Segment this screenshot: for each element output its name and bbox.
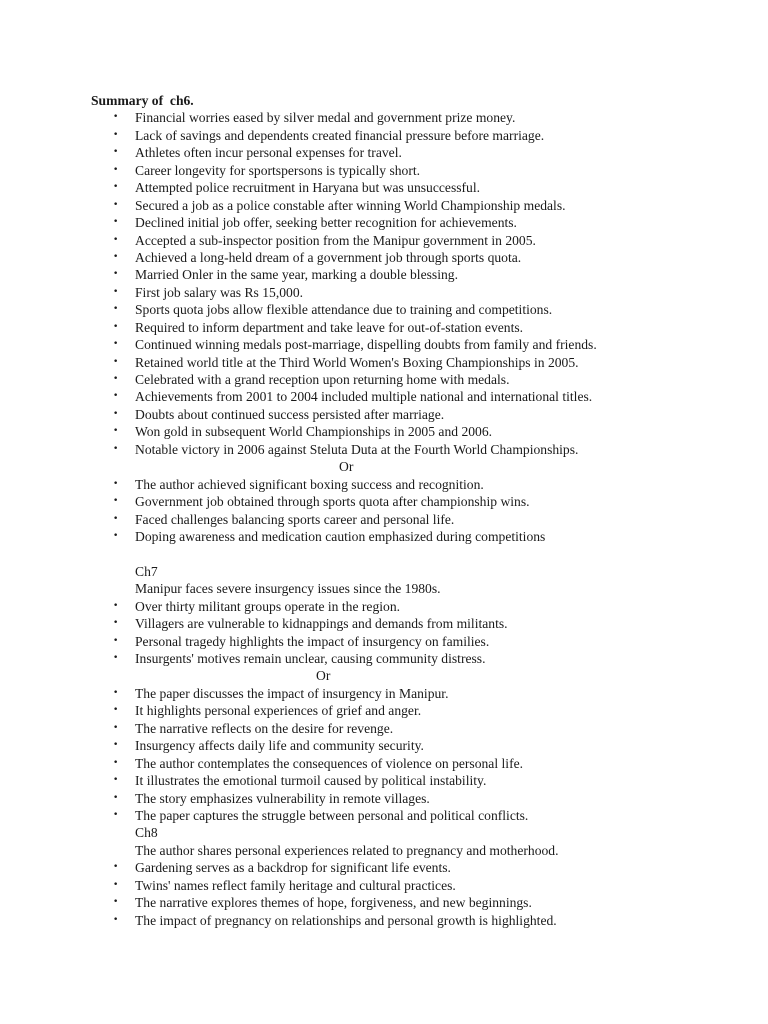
list-item-text: The paper discusses the impact of insurgency in Manipur. (135, 685, 449, 701)
bullet-marker: • (113, 182, 119, 193)
list-item-text: Notable victory in 2006 against Steluta Duta at the Fourth World Championships. (135, 441, 579, 457)
list-item-text: Lack of savings and dependents created financial pressure before marriage. (135, 127, 545, 143)
list-item (0, 894, 768, 911)
bullet-marker: • (113, 112, 119, 123)
list-item (0, 476, 768, 493)
bullet-marker: • (113, 129, 119, 140)
bullet-marker: • (113, 217, 119, 228)
list-item-text: Doubts about continued success persisted after marriage. (135, 406, 445, 422)
bullet-marker: • (113, 757, 119, 768)
list-item-text: First job salary was Rs 15,000. (135, 284, 304, 300)
bullet-marker: • (113, 496, 119, 507)
list-item (0, 371, 768, 388)
bullet-marker: • (113, 705, 119, 716)
bullet-marker: • (113, 234, 119, 245)
or-label: Or (316, 668, 331, 684)
list-item-text: The author contemplates the consequences of violence on personal life. (135, 755, 524, 771)
list-item (0, 859, 768, 876)
bullet-marker: • (113, 286, 119, 297)
list-item-text: Declined initial job offer, seeking better recognition for achievements. (135, 215, 517, 231)
list-item (0, 232, 768, 249)
list-item (0, 755, 768, 772)
chapter-intro (0, 580, 768, 597)
bullet-marker: • (113, 600, 119, 611)
document-title: Summary of ch6. (91, 93, 194, 108)
list-item (0, 388, 768, 405)
paragraph-gap (0, 545, 768, 562)
list-item-text: The impact of pregnancy on relationships and personal growth is highlighted. (135, 912, 557, 928)
list-item (0, 702, 768, 719)
list-item (0, 685, 768, 702)
list-item (0, 406, 768, 423)
bullet-marker: • (113, 635, 119, 646)
chapter-heading-text: Ch8 (135, 825, 158, 841)
list-item (0, 301, 768, 318)
bullet-marker: • (113, 426, 119, 437)
list-item-text: The narrative reflects on the desire for revenge. (135, 720, 394, 736)
list-item-text: Accepted a sub-inspector position from the Manipur government in 2005. (135, 232, 536, 248)
list-item (0, 615, 768, 632)
chapter-intro-text: The author shares personal experiences related to pregnancy and motherhood. (135, 842, 559, 858)
list-item (0, 511, 768, 528)
list-item (0, 127, 768, 144)
list-item-text: Athletes often incur personal expenses for travel. (135, 145, 402, 161)
list-item (0, 790, 768, 807)
or-separator (0, 667, 768, 684)
list-item-text: Won gold in subsequent World Championships in 2005 and 2006. (135, 424, 493, 440)
list-item (0, 266, 768, 283)
list-item (0, 877, 768, 894)
list-item (0, 423, 768, 440)
list-item (0, 720, 768, 737)
list-item-text: It illustrates the emotional turmoil caused by political instability. (135, 773, 487, 789)
or-label: Or (339, 459, 354, 475)
list-item (0, 109, 768, 126)
bullet-marker: • (113, 687, 119, 698)
chapter-heading-text: Ch7 (135, 563, 158, 579)
list-item-text: Continued winning medals post-marriage, dispelling doubts from family and friends. (135, 337, 597, 353)
bullet-marker: • (113, 914, 119, 925)
bullet-marker: • (113, 897, 119, 908)
list-item-text: It highlights personal experiences of grief and anger. (135, 703, 422, 719)
list-item-text: Villagers are vulnerable to kidnappings and demands from militants. (135, 616, 508, 632)
list-item-text: Insurgency affects daily life and community security. (135, 738, 424, 754)
chapter-intro (0, 842, 768, 859)
chapter-intro-text: Manipur faces severe insurgency issues since the 1980s. (135, 581, 441, 597)
list-item-text: Doping awareness and medication caution emphasized during competitions (135, 528, 546, 544)
bullet-marker: • (113, 792, 119, 803)
list-item (0, 319, 768, 336)
or-separator (0, 458, 768, 475)
list-item-text: Required to inform department and take leave for out-of-station events. (135, 319, 524, 335)
list-item-text: Faced challenges balancing sports career and personal life. (135, 511, 455, 527)
bullet-marker: • (113, 775, 119, 786)
list-item-text: Career longevity for sportspersons is typically short. (135, 162, 421, 178)
list-item (0, 633, 768, 650)
bullet-marker: • (113, 513, 119, 524)
list-item-text: Achieved a long-held dream of a government job through sports quota. (135, 249, 522, 265)
list-item (0, 772, 768, 789)
list-item (0, 598, 768, 615)
list-item (0, 912, 768, 929)
list-item-text: Gardening serves as a backdrop for significant life events. (135, 860, 451, 876)
bullet-marker: • (113, 879, 119, 890)
list-item-text: Financial worries eased by silver medal and government prize money. (135, 110, 516, 126)
list-item-text: Sports quota jobs allow flexible attendance due to training and competitions. (135, 302, 553, 318)
list-item (0, 807, 768, 824)
bullet-marker: • (113, 321, 119, 332)
list-item-text: Government job obtained through sports quota after championship wins. (135, 494, 530, 510)
list-item-text: The narrative explores themes of hope, forgiveness, and new beginnings. (135, 895, 532, 911)
list-item-text: Twins' names reflect family heritage and cultural practices. (135, 877, 456, 893)
list-item (0, 284, 768, 301)
list-item (0, 179, 768, 196)
bullet-marker: • (113, 304, 119, 315)
list-item-text: The author achieved significant boxing success and recognition. (135, 476, 484, 492)
list-item-text: The paper captures the struggle between personal and political conflicts. (135, 807, 529, 823)
list-item (0, 197, 768, 214)
list-item (0, 354, 768, 371)
list-item (0, 336, 768, 353)
bullet-marker: • (113, 809, 119, 820)
list-item (0, 650, 768, 667)
bullet-marker: • (113, 199, 119, 210)
bullet-marker: • (113, 478, 119, 489)
bullet-marker: • (113, 356, 119, 367)
bullet-marker: • (113, 722, 119, 733)
list-item-text: Married Onler in the same year, marking a double blessing. (135, 267, 458, 283)
bullet-marker: • (113, 740, 119, 751)
list-item-text: Retained world title at the Third World Women's Boxing Championships in 2005. (135, 354, 579, 370)
list-item-text: Secured a job as a police constable after winning World Championship medals. (135, 197, 566, 213)
list-item-text: Insurgents' motives remain unclear, causing community distress. (135, 651, 486, 666)
bullet-marker: • (113, 443, 119, 454)
bullet-marker: • (113, 164, 119, 175)
list-item-text: Attempted police recruitment in Haryana but was unsuccessful. (135, 180, 481, 196)
bullet-marker: • (113, 269, 119, 280)
bullet-marker: • (113, 653, 119, 663)
list-item (0, 493, 768, 510)
list-item-text: Celebrated with a grand reception upon returning home with medals. (135, 372, 510, 387)
bullet-marker: • (113, 147, 119, 158)
list-item (0, 214, 768, 231)
list-item-text: Over thirty militant groups operate in the region. (135, 598, 401, 614)
bullet-marker: • (113, 530, 119, 541)
list-item (0, 737, 768, 754)
bullet-marker: • (113, 862, 119, 873)
bullet-marker: • (113, 391, 119, 402)
document-content (0, 109, 768, 929)
list-item (0, 162, 768, 179)
list-item-text: Achievements from 2001 to 2004 included multiple national and international titles. (135, 389, 593, 405)
bullet-marker: • (113, 339, 119, 350)
bullet-marker: • (113, 251, 119, 262)
chapter-heading (0, 824, 768, 841)
list-item (0, 441, 768, 458)
bullet-marker: • (113, 374, 119, 384)
bullet-marker: • (113, 618, 119, 629)
list-item (0, 528, 768, 545)
chapter-heading (0, 563, 768, 580)
list-item (0, 144, 768, 161)
list-item-text: The story emphasizes vulnerability in remote villages. (135, 790, 430, 806)
bullet-marker: • (113, 408, 119, 419)
list-item-text: Personal tragedy highlights the impact of insurgency on families. (135, 633, 490, 649)
list-item (0, 249, 768, 266)
